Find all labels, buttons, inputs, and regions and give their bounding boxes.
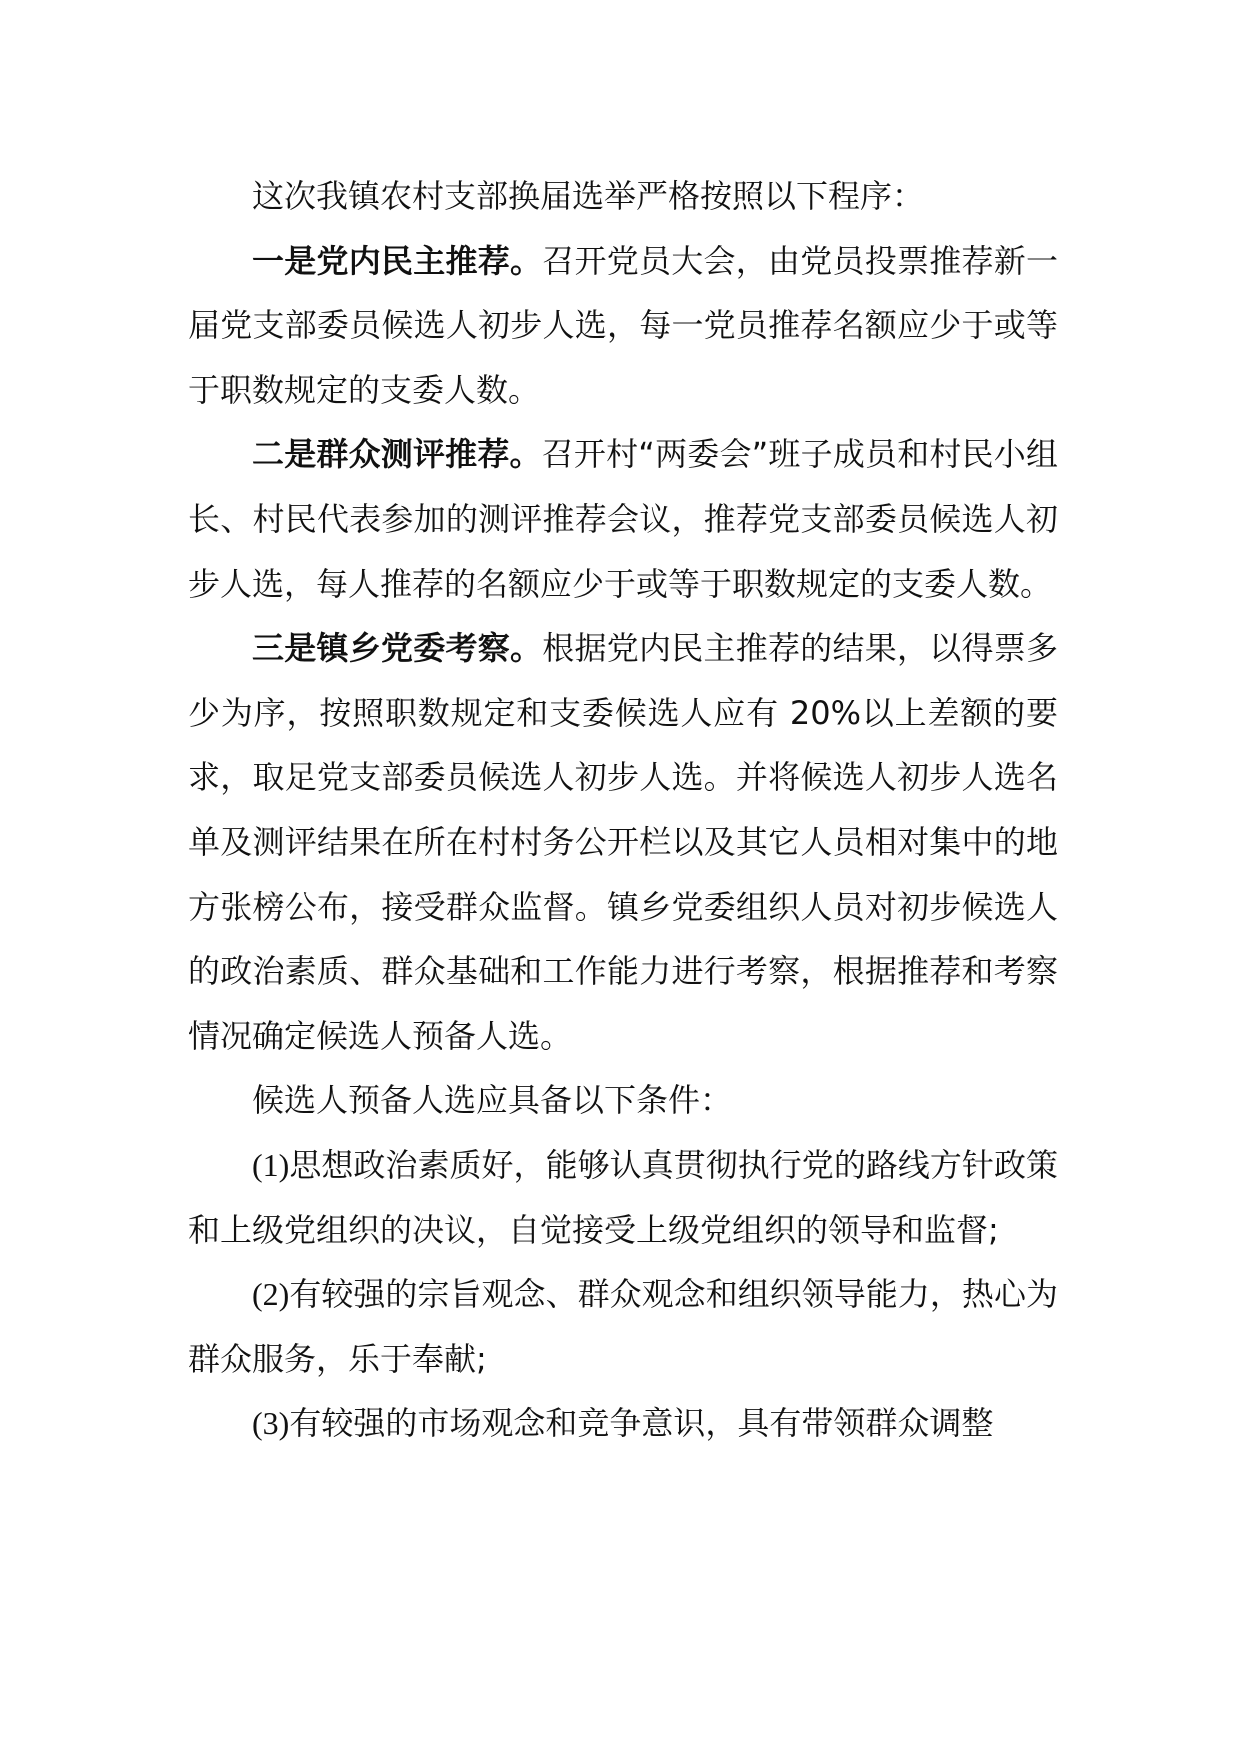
- paragraph-heading: 三是镇乡党委考察。: [252, 629, 543, 668]
- paragraph-condition-3: [188, 1391, 1058, 1456]
- document-body: [188, 164, 1058, 1456]
- paragraph-text: 召开村“两委会”班子成员和村民小组长、村民代表参加的测评推荐会议，推荐党支部委员候选人初步人选，每人推荐的名额应少于或等于职数规定的支委人数。: [188, 435, 1058, 603]
- paragraph-condition-1: [188, 1133, 1058, 1262]
- paragraph-step-1: [188, 229, 1058, 423]
- list-number: (3): [252, 1405, 290, 1442]
- paragraph-condition-2: [188, 1262, 1058, 1391]
- paragraph-conditions-intro: [188, 1068, 1058, 1133]
- paragraph-step-2: [188, 422, 1058, 616]
- paragraph-text: 有较强的市场观念和竞争意识，具有带领群众调整: [289, 1404, 994, 1443]
- paragraph-text: 召开党员大会，由党员投票推荐新一届党支部委员候选人初步人选，每一党员推荐名额应少于或等于职数规定的支委人数。: [188, 241, 1058, 409]
- paragraph-step-3: [188, 616, 1058, 1068]
- paragraph-heading: 二是群众测评推荐。: [252, 435, 542, 474]
- paragraph-text: 候选人预备人选应具备以下条件：: [252, 1081, 733, 1120]
- paragraph-text: 有较强的宗旨观念、群众观念和组织领导能力，热心为群众服务，乐于奉献;: [188, 1275, 1058, 1378]
- paragraph-text: 思想政治素质好，能够认真贯彻执行党的路线方针政策和上级党组织的决议，自觉接受上级党组织的领导和监督;: [188, 1145, 1058, 1249]
- paragraph-intro: [188, 164, 1058, 229]
- list-number: (2): [252, 1276, 290, 1313]
- paragraph-text: 根据党内民主推荐的结果，以得票多少为序，按照职数规定和支委候选人应有 20%以上差额的要求，取足党支部委员候选人初步人选。并将候选人初步人选名单及测评结果在所在村村务公开栏以及其它人员相对集中的地方张榜公布，接受群众监督。镇乡党委组织人员对初步候选人的政治素质、群众基础和工作能力进行考察，根据推荐和考察情况确定候选人预备人选。: [188, 629, 1058, 1055]
- paragraph-heading: 一是党内民主推荐。: [252, 241, 543, 280]
- paragraph-text: 这次我镇农村支部换届选举严格按照以下程序：: [252, 177, 925, 215]
- list-number: (1): [252, 1146, 290, 1183]
